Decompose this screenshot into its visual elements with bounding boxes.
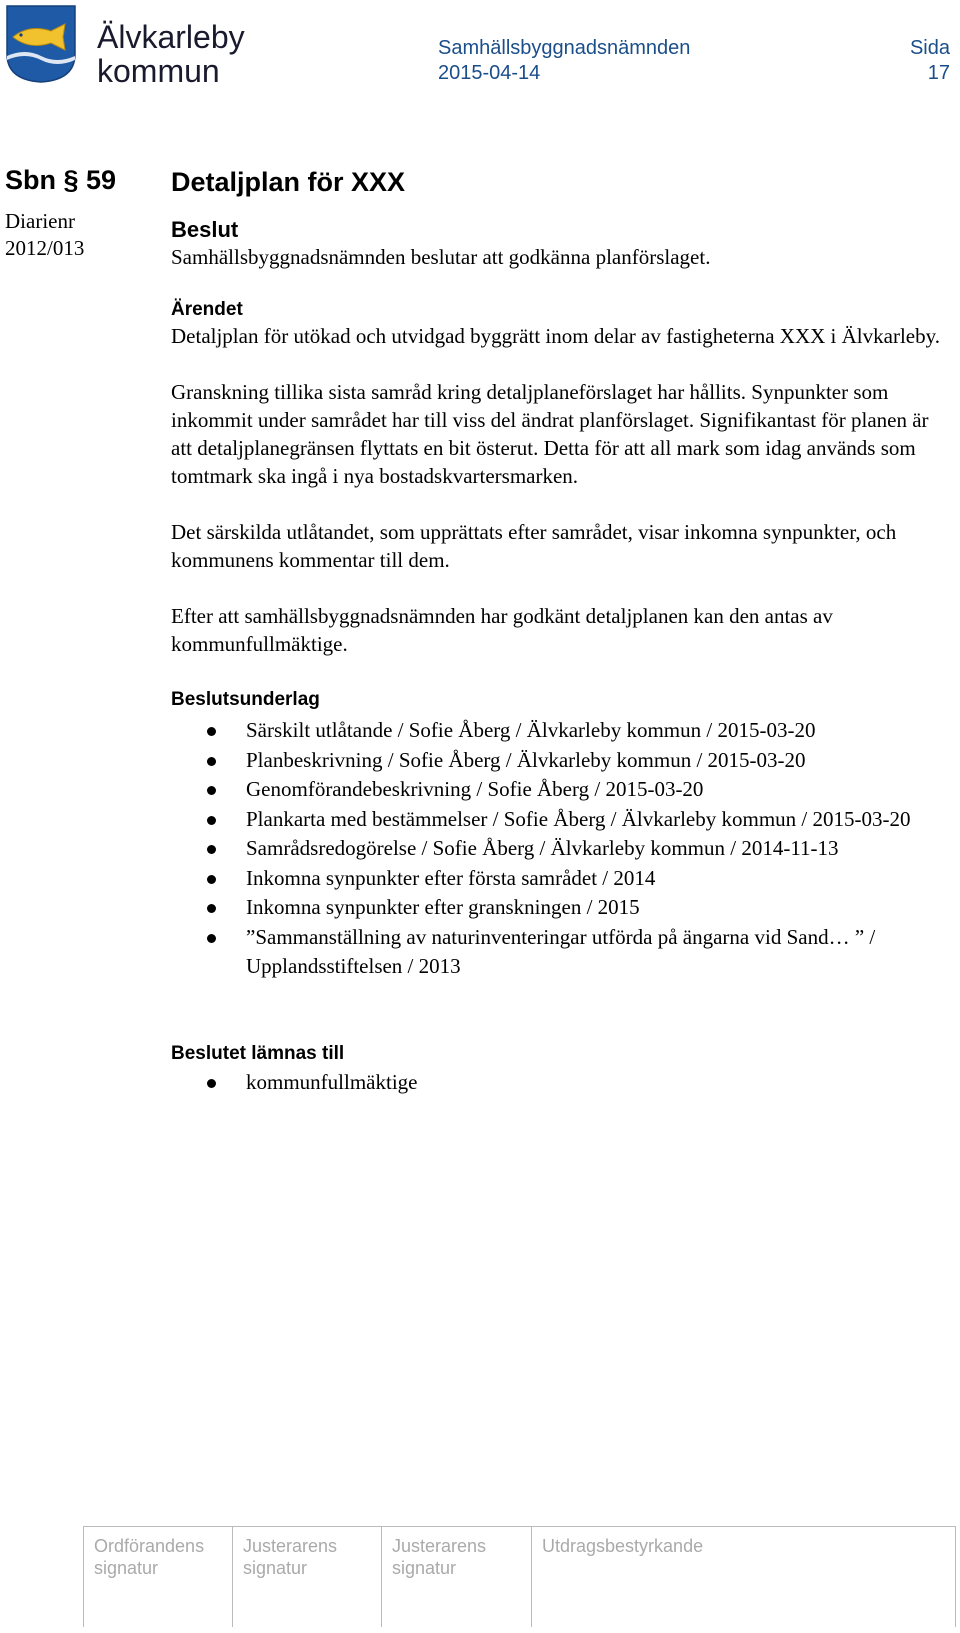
- list-item-text: Särskilt utlåtande / Sofie Åberg / Älvkarleby kommun / 2015-03-20: [246, 718, 816, 742]
- bullet-icon: [207, 904, 216, 913]
- signature-label: Utdragsbestyrkande: [542, 1536, 704, 1556]
- list-item: [171, 775, 941, 805]
- bullet-icon: [207, 816, 216, 825]
- signature-label: Justerarens: [392, 1536, 487, 1556]
- bullet-icon: [207, 934, 216, 943]
- signature-label: signatur: [392, 1558, 457, 1578]
- list-item: [171, 746, 941, 776]
- list-item-text: Samrådsredogörelse / Sofie Åberg / Älvkarleby kommun / 2014-11-13: [246, 836, 839, 860]
- signature-label: signatur: [243, 1558, 308, 1578]
- bullet-icon: [207, 875, 216, 884]
- list-item-text: Inkomna synpunkter efter granskningen / 2015: [246, 895, 640, 919]
- diarienr-value: 2012/013: [5, 236, 85, 260]
- list-item: [171, 893, 941, 923]
- page-title: Detaljplan för XXX: [171, 167, 406, 197]
- page-label: Sida: [909, 37, 950, 59]
- logo-line1: Älvkarleby: [97, 19, 245, 55]
- beslut-text: Samhällsbyggnadsnämnden beslutar att godkänna planförslaget.: [171, 245, 711, 269]
- beslut-heading: Beslut: [171, 217, 239, 242]
- main-content: [171, 165, 941, 1097]
- signature-cell-adjuster-1: [232, 1527, 381, 1627]
- diarienr-label: Diarienr: [5, 209, 75, 233]
- underlag-list: [171, 716, 941, 982]
- list-item-text: Inkomna synpunkter efter första samrådet / 2014: [246, 865, 656, 890]
- arendet-paragraph-3: Det särskilda utlåtandet, som upprättats efter samrådet, visar inkomna synpunkter, och kommunens kommentar till dem.: [171, 520, 897, 572]
- page-number: 17: [927, 62, 950, 84]
- signature-label: signatur: [94, 1558, 159, 1578]
- committee-name: Samhällsbyggnadsnämnden: [438, 37, 691, 59]
- logo-line2: kommun: [97, 53, 220, 89]
- arendet-paragraph-4: Efter att samhällsbyggnadsnämnden har godkänt detaljplanen kan den antas av kommunfullmäktige.: [171, 604, 833, 656]
- list-item: [171, 716, 941, 746]
- bullet-icon: [207, 727, 216, 736]
- section-number: Sbn § 59: [5, 165, 117, 195]
- list-item-text: ”Sammanställning av naturinventeringar utförda på ängarna vid Sand… ” / Upplandsstiftelsen / 2013: [246, 924, 876, 978]
- table-border: [955, 1527, 956, 1627]
- signature-label: Ordförandens: [94, 1536, 205, 1556]
- signature-cell-adjuster-2: [381, 1527, 531, 1627]
- arendet-paragraph-2: Granskning tillika sista samråd kring detaljplaneförslaget har hållits. Synpunkter som inkommit under samrådet har till viss del ändrat planförslaget. Signifikantast för planen är att detaljplanegränsen flyttats en bit österut. Detta för att all mark som idag används som tomtmark ska ingå i nya bostadskvartersmarken.: [171, 380, 929, 488]
- lamnas-list: [171, 1068, 941, 1098]
- list-item-text: kommunfullmäktige: [246, 1069, 418, 1094]
- underlag-heading: Beslutsunderlag: [171, 689, 320, 710]
- arendet-paragraph-1: Detaljplan för utökad och utvidgad byggrätt inom delar av fastigheterna XXX i Älvkarleby.: [171, 324, 940, 348]
- list-item: [171, 834, 941, 864]
- list-item: [171, 1068, 941, 1098]
- bullet-icon: [207, 757, 216, 766]
- coat-of-arms-icon: [5, 4, 77, 84]
- bullet-icon: [207, 786, 216, 795]
- meeting-date: 2015-04-14: [438, 62, 541, 84]
- lamnas-heading: Beslutet lämnas till: [171, 1042, 345, 1064]
- list-item-text: Plankarta med bestämmelser / Sofie Åberg / Älvkarleby kommun / 2015-03-20: [246, 806, 911, 831]
- signature-table: [83, 1526, 956, 1627]
- list-item: [171, 923, 941, 982]
- bullet-icon: [207, 845, 216, 854]
- arendet-heading: Ärendet: [171, 299, 243, 320]
- logo-wordmark: [97, 20, 245, 88]
- signature-label: Justerarens: [243, 1536, 338, 1556]
- signature-cell-chair: [83, 1527, 232, 1627]
- bullet-icon: [207, 1079, 216, 1088]
- list-item-text: Planbeskrivning / Sofie Åberg / Älvkarleby kommun / 2015-03-20: [246, 747, 806, 772]
- list-item: [171, 864, 941, 894]
- signature-cell-certification: [531, 1527, 955, 1627]
- list-item-text: Genomförandebeskrivning / Sofie Åberg / 2015-03-20: [246, 777, 704, 801]
- list-item: [171, 805, 941, 835]
- municipality-logo: [5, 4, 77, 84]
